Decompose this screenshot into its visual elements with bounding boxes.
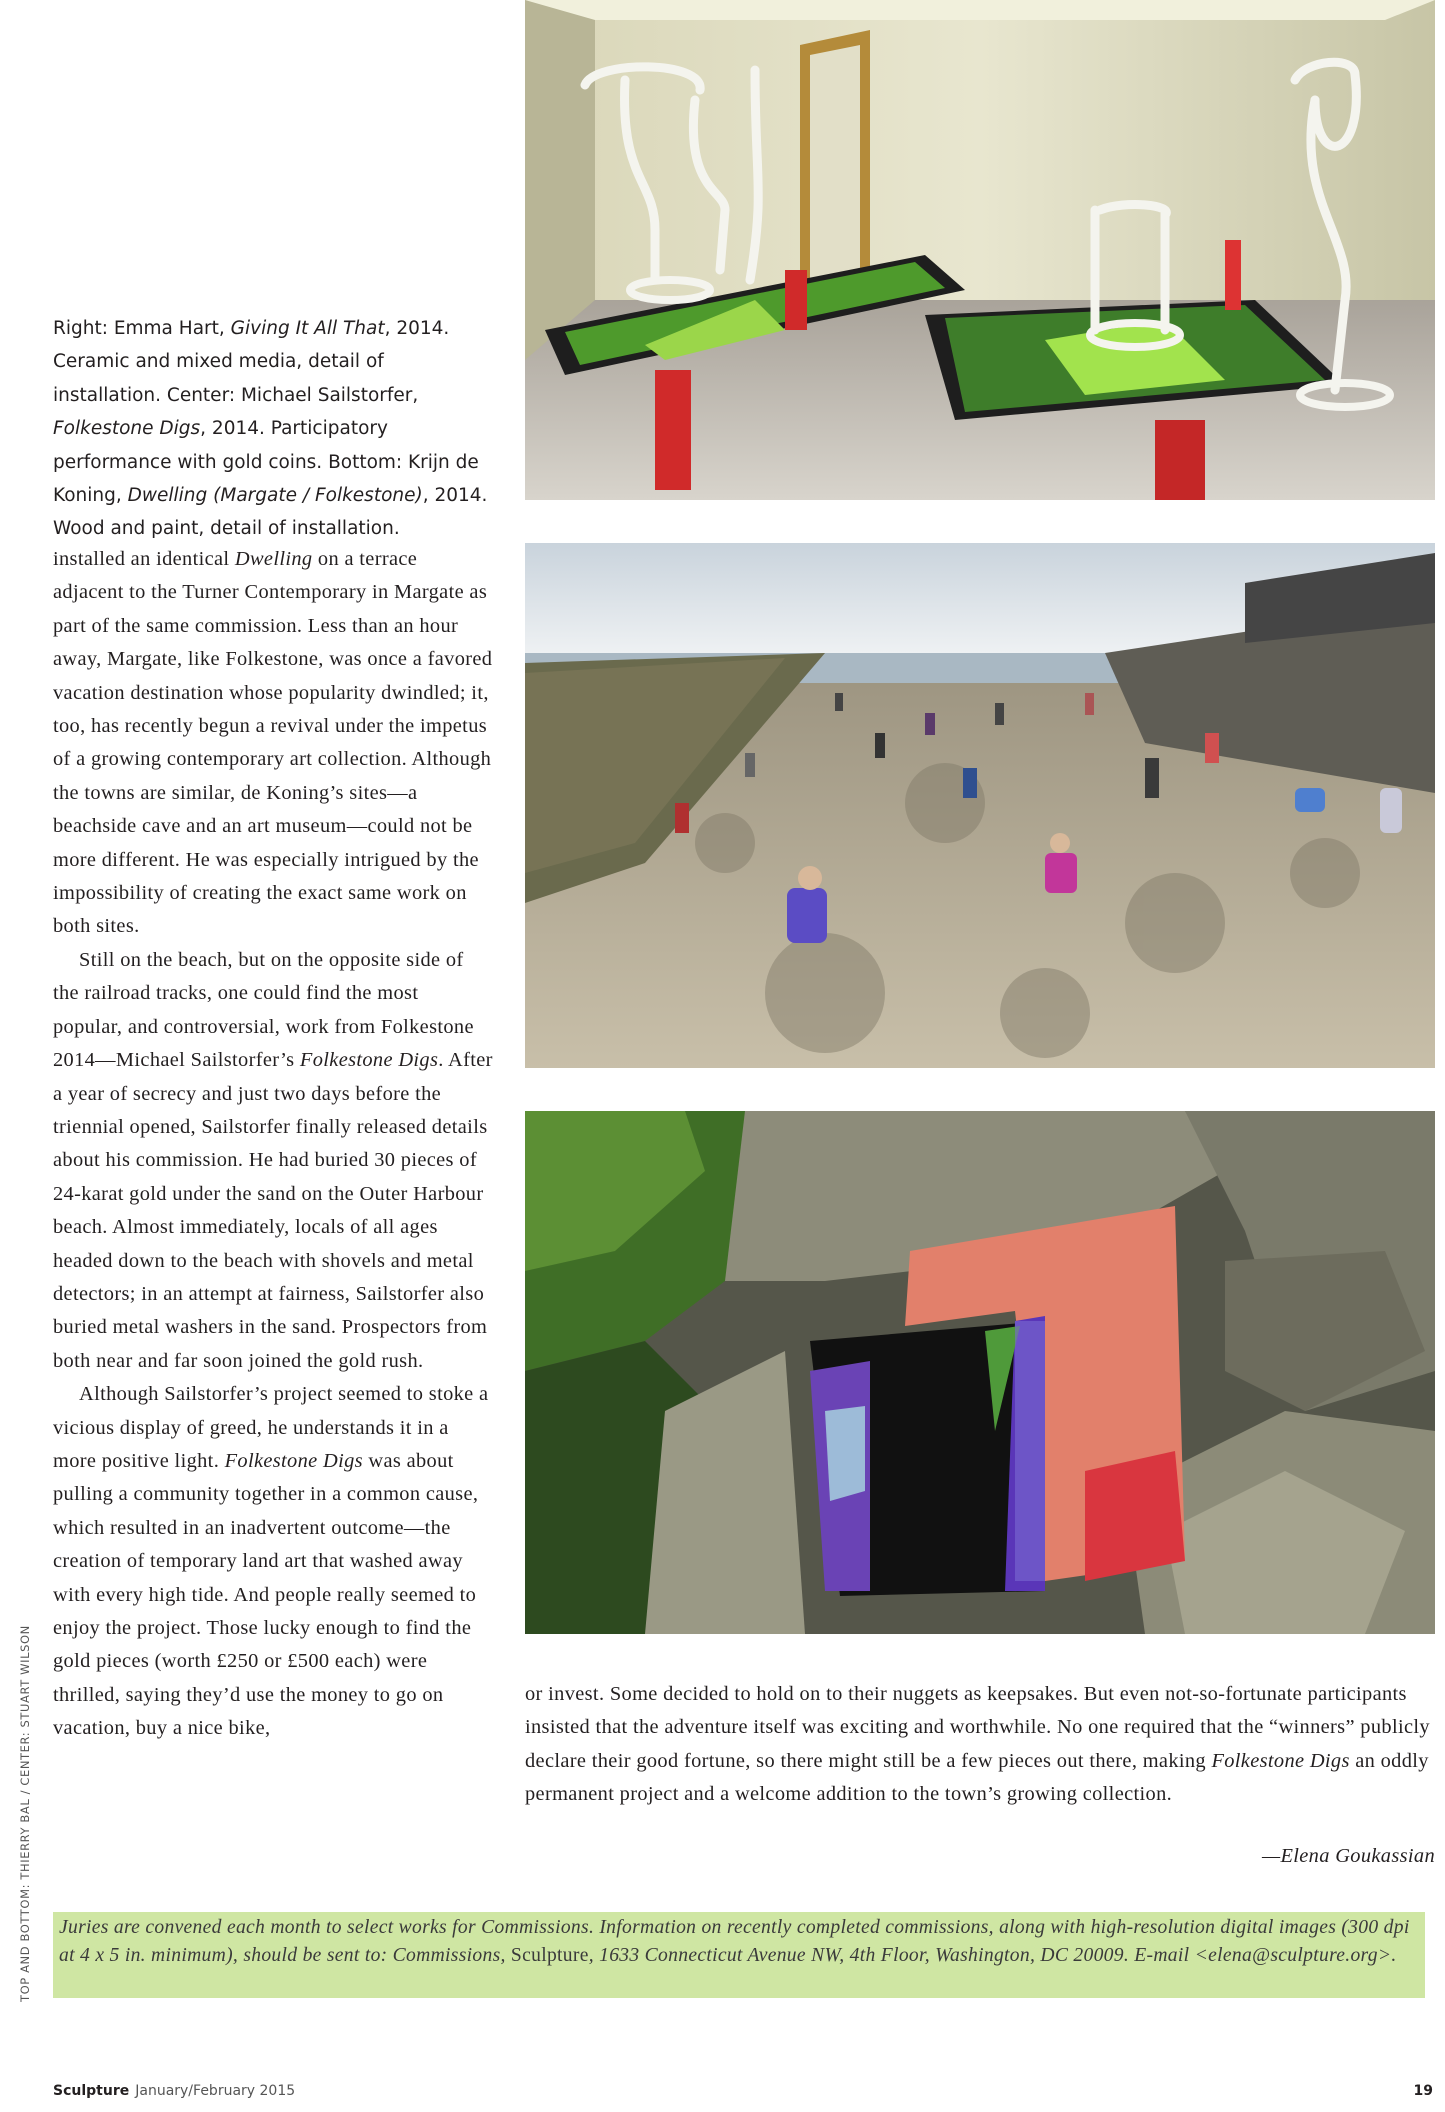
article-column-left	[53, 543, 493, 1746]
magazine-name: Sculpture	[53, 2083, 130, 2099]
paragraph-text: was about pulling a community together in a common cause, which resulted in an inadvertent outcome—the creation of temporary land art that washed away with every high tide. And people really seemed to enjoy the project. Those lucky enough to find the gold pieces (worth £250 or £500 each) were thrilled, saying they’d use the money to go on vacation, buy a nice bike,	[53, 1449, 479, 1740]
notice-text: , 1633 Connecticut Avenue NW, 4th Floor, Washington, DC 20009. E-mail <elena@sculpture.org>.	[588, 1945, 1397, 1967]
caption-artwork-title: Dwelling (Margate / Folkestone)	[127, 485, 423, 507]
paragraph-text: installed an identical	[53, 548, 235, 570]
paragraph-text: or invest. Some decided to hold on to their nuggets as keepsakes. But even not-so-fortunate participants insisted that the adventure itself was exciting and worthwhile. No one required that the “winners” publicly declare their good fortune, so there might still be a few pieces out there, making	[525, 1683, 1430, 1772]
footer-magazine	[53, 2083, 295, 2099]
paragraph-text: Still on the beach, but on the opposite side of the railroad tracks, one could find the most popular, and controversial, work from Folkestone 2014—Michael Sailstorfer’s	[53, 948, 474, 1072]
paragraph-text: Although Sailstorfer’s project seemed to stoke a vicious display of greed, he understands it in a more positive light.	[53, 1383, 489, 1472]
photo-credit-text: TOP AND BOTTOM: THIERRY BAL / CENTER: STUART WILSON	[18, 1625, 32, 2002]
submission-notice	[53, 1912, 1425, 1998]
caption-text: Right: Emma Hart,	[53, 318, 231, 339]
caption-artwork-title: Giving It All That	[230, 318, 385, 339]
caption-text: , 2014. Participatory performance with gold coins. Bottom: Krijn de Koning,	[53, 418, 479, 507]
notice-text: Juries are convened each month to select works for Commissions. Information on recently completed commissions, along with high-resolution digital images (300 dpi at 4 x 5 in. minimum), should be sent to: Commissions,	[59, 1917, 1410, 1967]
paragraph-text: . After a year of secrecy and just two days before the triennial opened, Sailstorfer finally released details about his commission. He had buried 30 pieces of 24-karat gold under the sand on the Outer Harbour beach. Almost immediately, locals of all ages headed down to the beach with shovels and metal detectors; in an attempt at fairness, Sailstorfer also buried metal washers in the sand. Prospectors from both near and far soon joined the gold rush.	[53, 1049, 493, 1372]
artwork-title: Folkestone Digs	[224, 1449, 363, 1472]
author-signature: —Elena Goukassian	[1261, 1845, 1435, 1867]
caption-text: , 2014. Ceramic and mixed media, detail of installation. Center: Michael Sailstorfer,	[53, 318, 450, 406]
article-paragraph	[53, 944, 493, 1378]
artwork-title: Dwelling	[234, 548, 313, 570]
caption-text: , 2014. Wood and paint, detail of installation.	[53, 485, 488, 540]
photo-dwelling-cave	[525, 1111, 1435, 1634]
paragraph-text: on a terrace adjacent to the Turner Contemporary in Margate as part of the same commission. Less than an hour away, Margate, like Folkestone, was once a favored vacation destination whose popularity dwindled; it, too, has recently begun a revival under the impetus of a growing contemporary art collection. Although the towns are similar, de Koning’s sites—a beachside cave and an art museum—could not be more different. He was especially intrigued by the impossibility of creating the exact same work on both sites.	[53, 548, 493, 938]
article-paragraph	[53, 543, 493, 944]
page-number: 19	[1413, 2083, 1433, 2099]
artwork-title: Folkestone Digs	[1211, 1749, 1350, 1772]
notice-magazine-name: Sculpture	[510, 1945, 589, 1967]
article-column-right	[525, 1678, 1435, 1812]
caption-artwork-title: Folkestone Digs	[53, 418, 201, 440]
article-paragraph	[53, 1378, 493, 1745]
photo-folkestone-digs-beach	[525, 543, 1435, 1068]
photo-emma-hart-installation	[525, 0, 1435, 500]
article-paragraph	[525, 1678, 1435, 1812]
photo-caption	[53, 312, 493, 546]
artwork-title: Folkestone Digs	[299, 1049, 439, 1072]
issue-date: January/February 2015	[135, 2083, 296, 2099]
paragraph-text: an oddly permanent project and a welcome addition to the town’s growing collection.	[525, 1749, 1429, 1806]
photo-credit	[18, 1625, 38, 2002]
